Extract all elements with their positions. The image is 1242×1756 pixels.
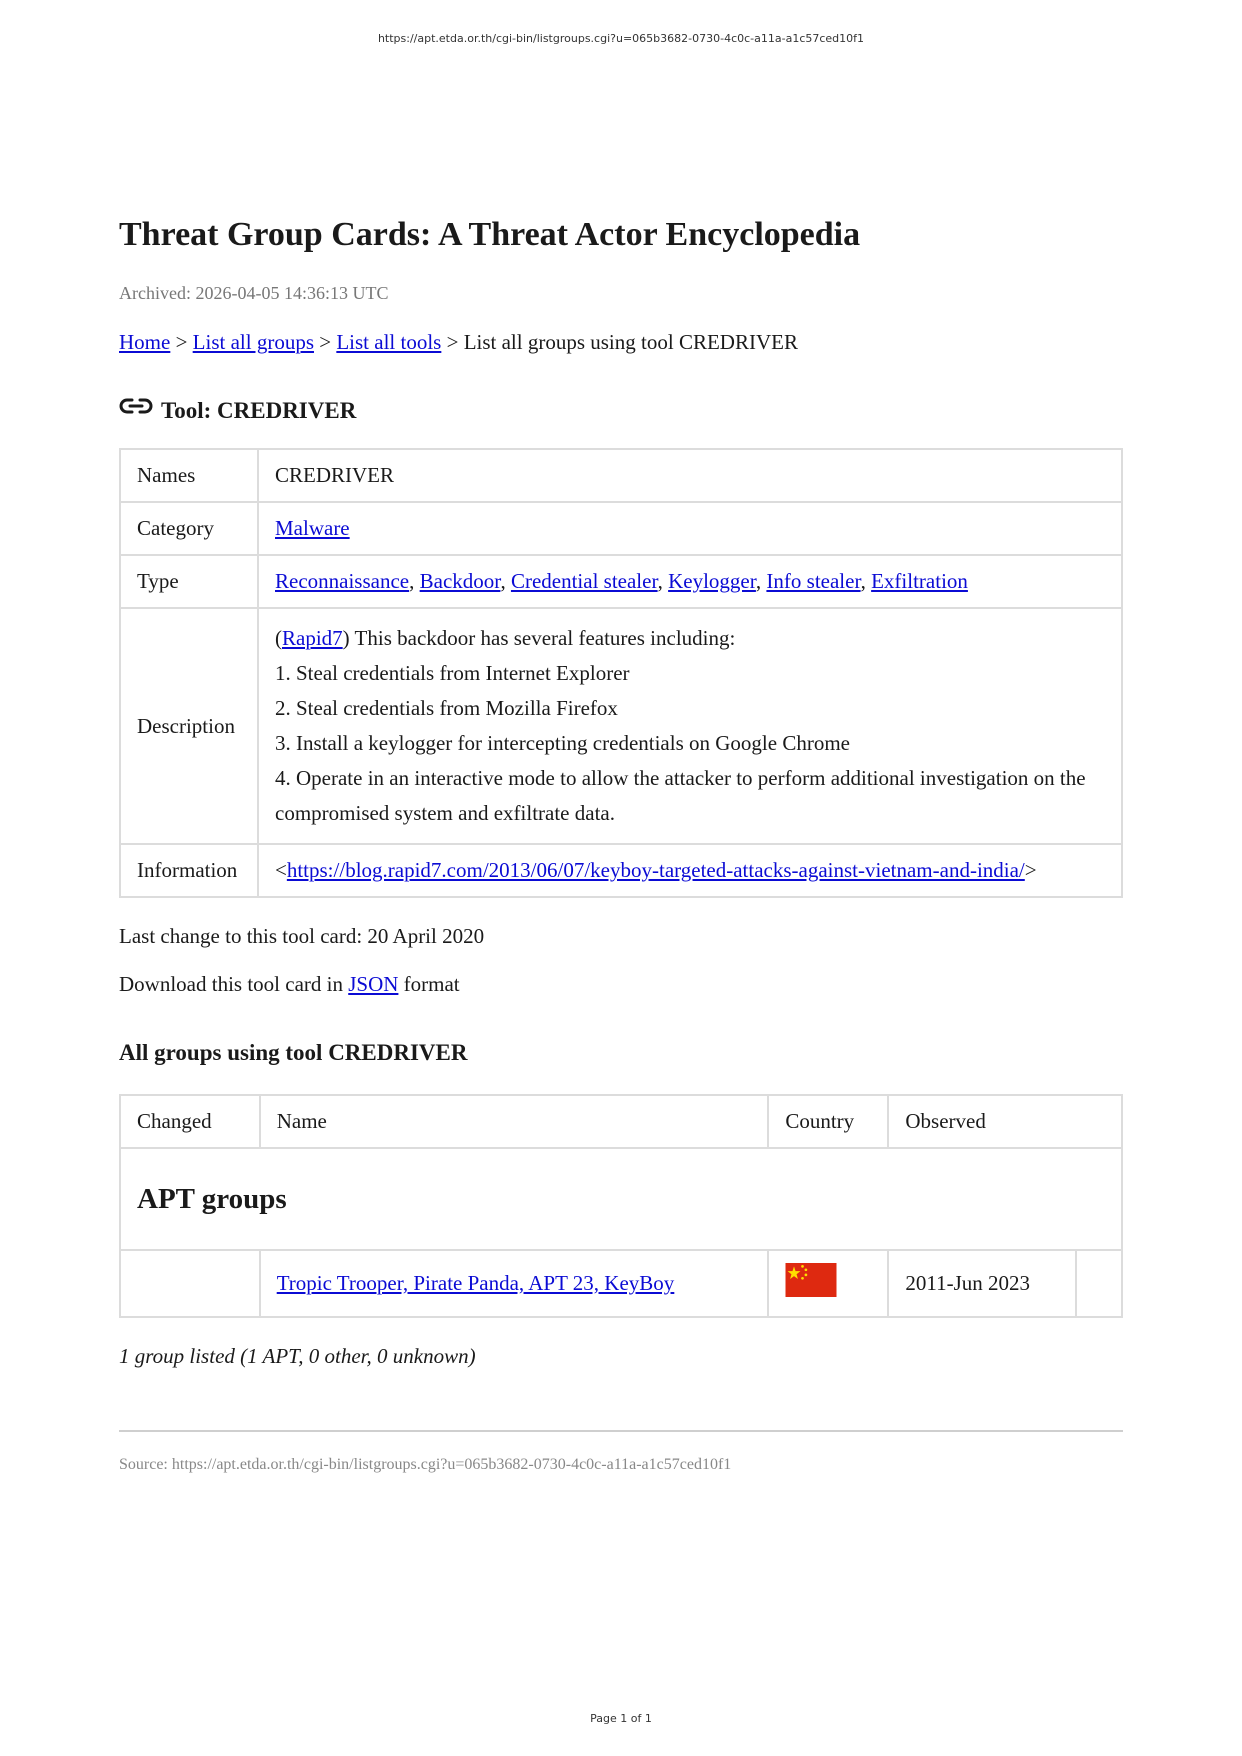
- type-keylogger-link[interactable]: Keylogger: [668, 569, 756, 593]
- json-download-link[interactable]: JSON: [348, 972, 399, 996]
- type-row: [120, 555, 1122, 608]
- type-separator: ,: [755, 569, 767, 593]
- description-cell: [258, 608, 1122, 844]
- description-item: 2. Steal credentials from Mozilla Firefox: [275, 696, 618, 720]
- group-name-link[interactable]: Tropic Trooper, Pirate Panda, APT 23, KeyBoy: [276, 1271, 675, 1295]
- section-row: [120, 1148, 1122, 1250]
- header-name[interactable]: Name: [260, 1095, 769, 1148]
- section-title: APT groups: [137, 1183, 287, 1215]
- description-intro-text: ) This backdoor has several features including:: [342, 626, 736, 650]
- download-text: format: [398, 972, 460, 996]
- tool-card-table: [119, 448, 1123, 898]
- last-change: Last change to this tool card: 20 April 2020: [119, 924, 485, 948]
- header-changed[interactable]: Changed: [120, 1095, 260, 1148]
- type-separator: ,: [500, 569, 511, 593]
- type-reconnaissance-link[interactable]: Reconnaissance: [275, 569, 410, 593]
- china-flag-icon: [785, 1263, 837, 1297]
- breadcrumb-separator: >: [170, 330, 193, 354]
- information-link[interactable]: https://blog.rapid7.com/2013/06/07/keyboy-targeted-attacks-against-vietnam-and-india/: [286, 858, 1025, 882]
- breadcrumb-separator: >: [314, 330, 337, 354]
- breadcrumb-current: List all groups using tool CREDRIVER: [463, 330, 798, 354]
- type-info-stealer-link[interactable]: Info stealer: [766, 569, 861, 593]
- groups-table: [119, 1094, 1123, 1318]
- information-label: Information: [120, 844, 258, 897]
- angle-open: <: [275, 858, 287, 882]
- type-backdoor-link[interactable]: Backdoor: [419, 569, 501, 593]
- type-exfiltration-link[interactable]: Exfiltration: [871, 569, 968, 593]
- breadcrumb-tools-link[interactable]: List all tools: [336, 330, 442, 354]
- tool-heading: [119, 396, 1123, 426]
- category-cell: [258, 502, 1122, 555]
- table-row: [120, 1250, 1122, 1317]
- rapid7-source-link[interactable]: Rapid7: [282, 626, 343, 650]
- download-text: Download this tool card in: [119, 972, 349, 996]
- divider: [119, 1430, 1123, 1432]
- observed-cell: 2011-Jun 2023: [888, 1250, 1076, 1317]
- type-label: Type: [120, 555, 258, 608]
- category-malware-link[interactable]: Malware: [275, 516, 350, 540]
- type-cell: [258, 555, 1122, 608]
- tool-heading-text: Tool: CREDRIVER: [161, 398, 357, 423]
- changed-cell: [120, 1250, 260, 1317]
- section-cell: [120, 1148, 1122, 1250]
- header-country[interactable]: Country: [768, 1095, 888, 1148]
- groups-heading: All groups using tool CREDRIVER: [119, 1040, 468, 1065]
- description-row: [120, 608, 1122, 844]
- source-url: Source: https://apt.etda.or.th/cgi-bin/listgroups.cgi?u=065b3682-0730-4c0c-a11a-a1c57ced10f1: [119, 1456, 732, 1473]
- main-content: [119, 212, 1123, 1476]
- type-separator: ,: [860, 569, 872, 593]
- download-line: [119, 970, 1123, 998]
- extra-cell: [1076, 1250, 1122, 1317]
- breadcrumb: [119, 328, 1123, 356]
- names-row: [120, 449, 1122, 502]
- name-cell: [260, 1250, 769, 1317]
- description-label: Description: [120, 608, 258, 844]
- angle-close: >: [1024, 858, 1037, 882]
- information-cell: [258, 844, 1122, 897]
- breadcrumb-groups-link[interactable]: List all groups: [192, 330, 314, 354]
- breadcrumb-separator: >: [441, 330, 464, 354]
- groups-summary: 1 group listed (1 APT, 0 other, 0 unknown): [119, 1344, 476, 1368]
- type-credential-stealer-link[interactable]: Credential stealer: [510, 569, 658, 593]
- page-title: Threat Group Cards: A Threat Actor Encyclopedia: [119, 216, 861, 253]
- paren-open: (: [275, 626, 282, 650]
- header-observed[interactable]: Observed: [888, 1095, 1122, 1148]
- print-header-url: https://apt.etda.or.th/cgi-bin/listgroups.cgi?u=065b3682-0730-4c0c-a11a-a1c57ced10f1: [377, 32, 865, 45]
- groups-header-row: [120, 1095, 1122, 1148]
- information-row: [120, 844, 1122, 897]
- description-item: 4. Operate in an interactive mode to allow the attacker to perform additional investigation on the compromised system and exfiltrate data.: [275, 766, 1086, 825]
- breadcrumb-home-link[interactable]: Home: [119, 330, 171, 354]
- type-separator: ,: [409, 569, 420, 593]
- type-separator: ,: [657, 569, 669, 593]
- archived-timestamp: Archived: 2026-04-05 14:36:13 UTC: [119, 283, 389, 303]
- description-item: 1. Steal credentials from Internet Explorer: [275, 661, 630, 685]
- category-row: [120, 502, 1122, 555]
- names-label: Names: [120, 449, 258, 502]
- description-intro: [275, 621, 1105, 656]
- description-item: 3. Install a keylogger for intercepting credentials on Google Chrome: [275, 731, 850, 755]
- names-value: CREDRIVER: [258, 449, 1122, 502]
- link-icon: [119, 396, 153, 416]
- country-cell: [768, 1250, 888, 1317]
- category-label: Category: [120, 502, 258, 555]
- page-number: Page 1 of 1: [590, 1712, 652, 1725]
